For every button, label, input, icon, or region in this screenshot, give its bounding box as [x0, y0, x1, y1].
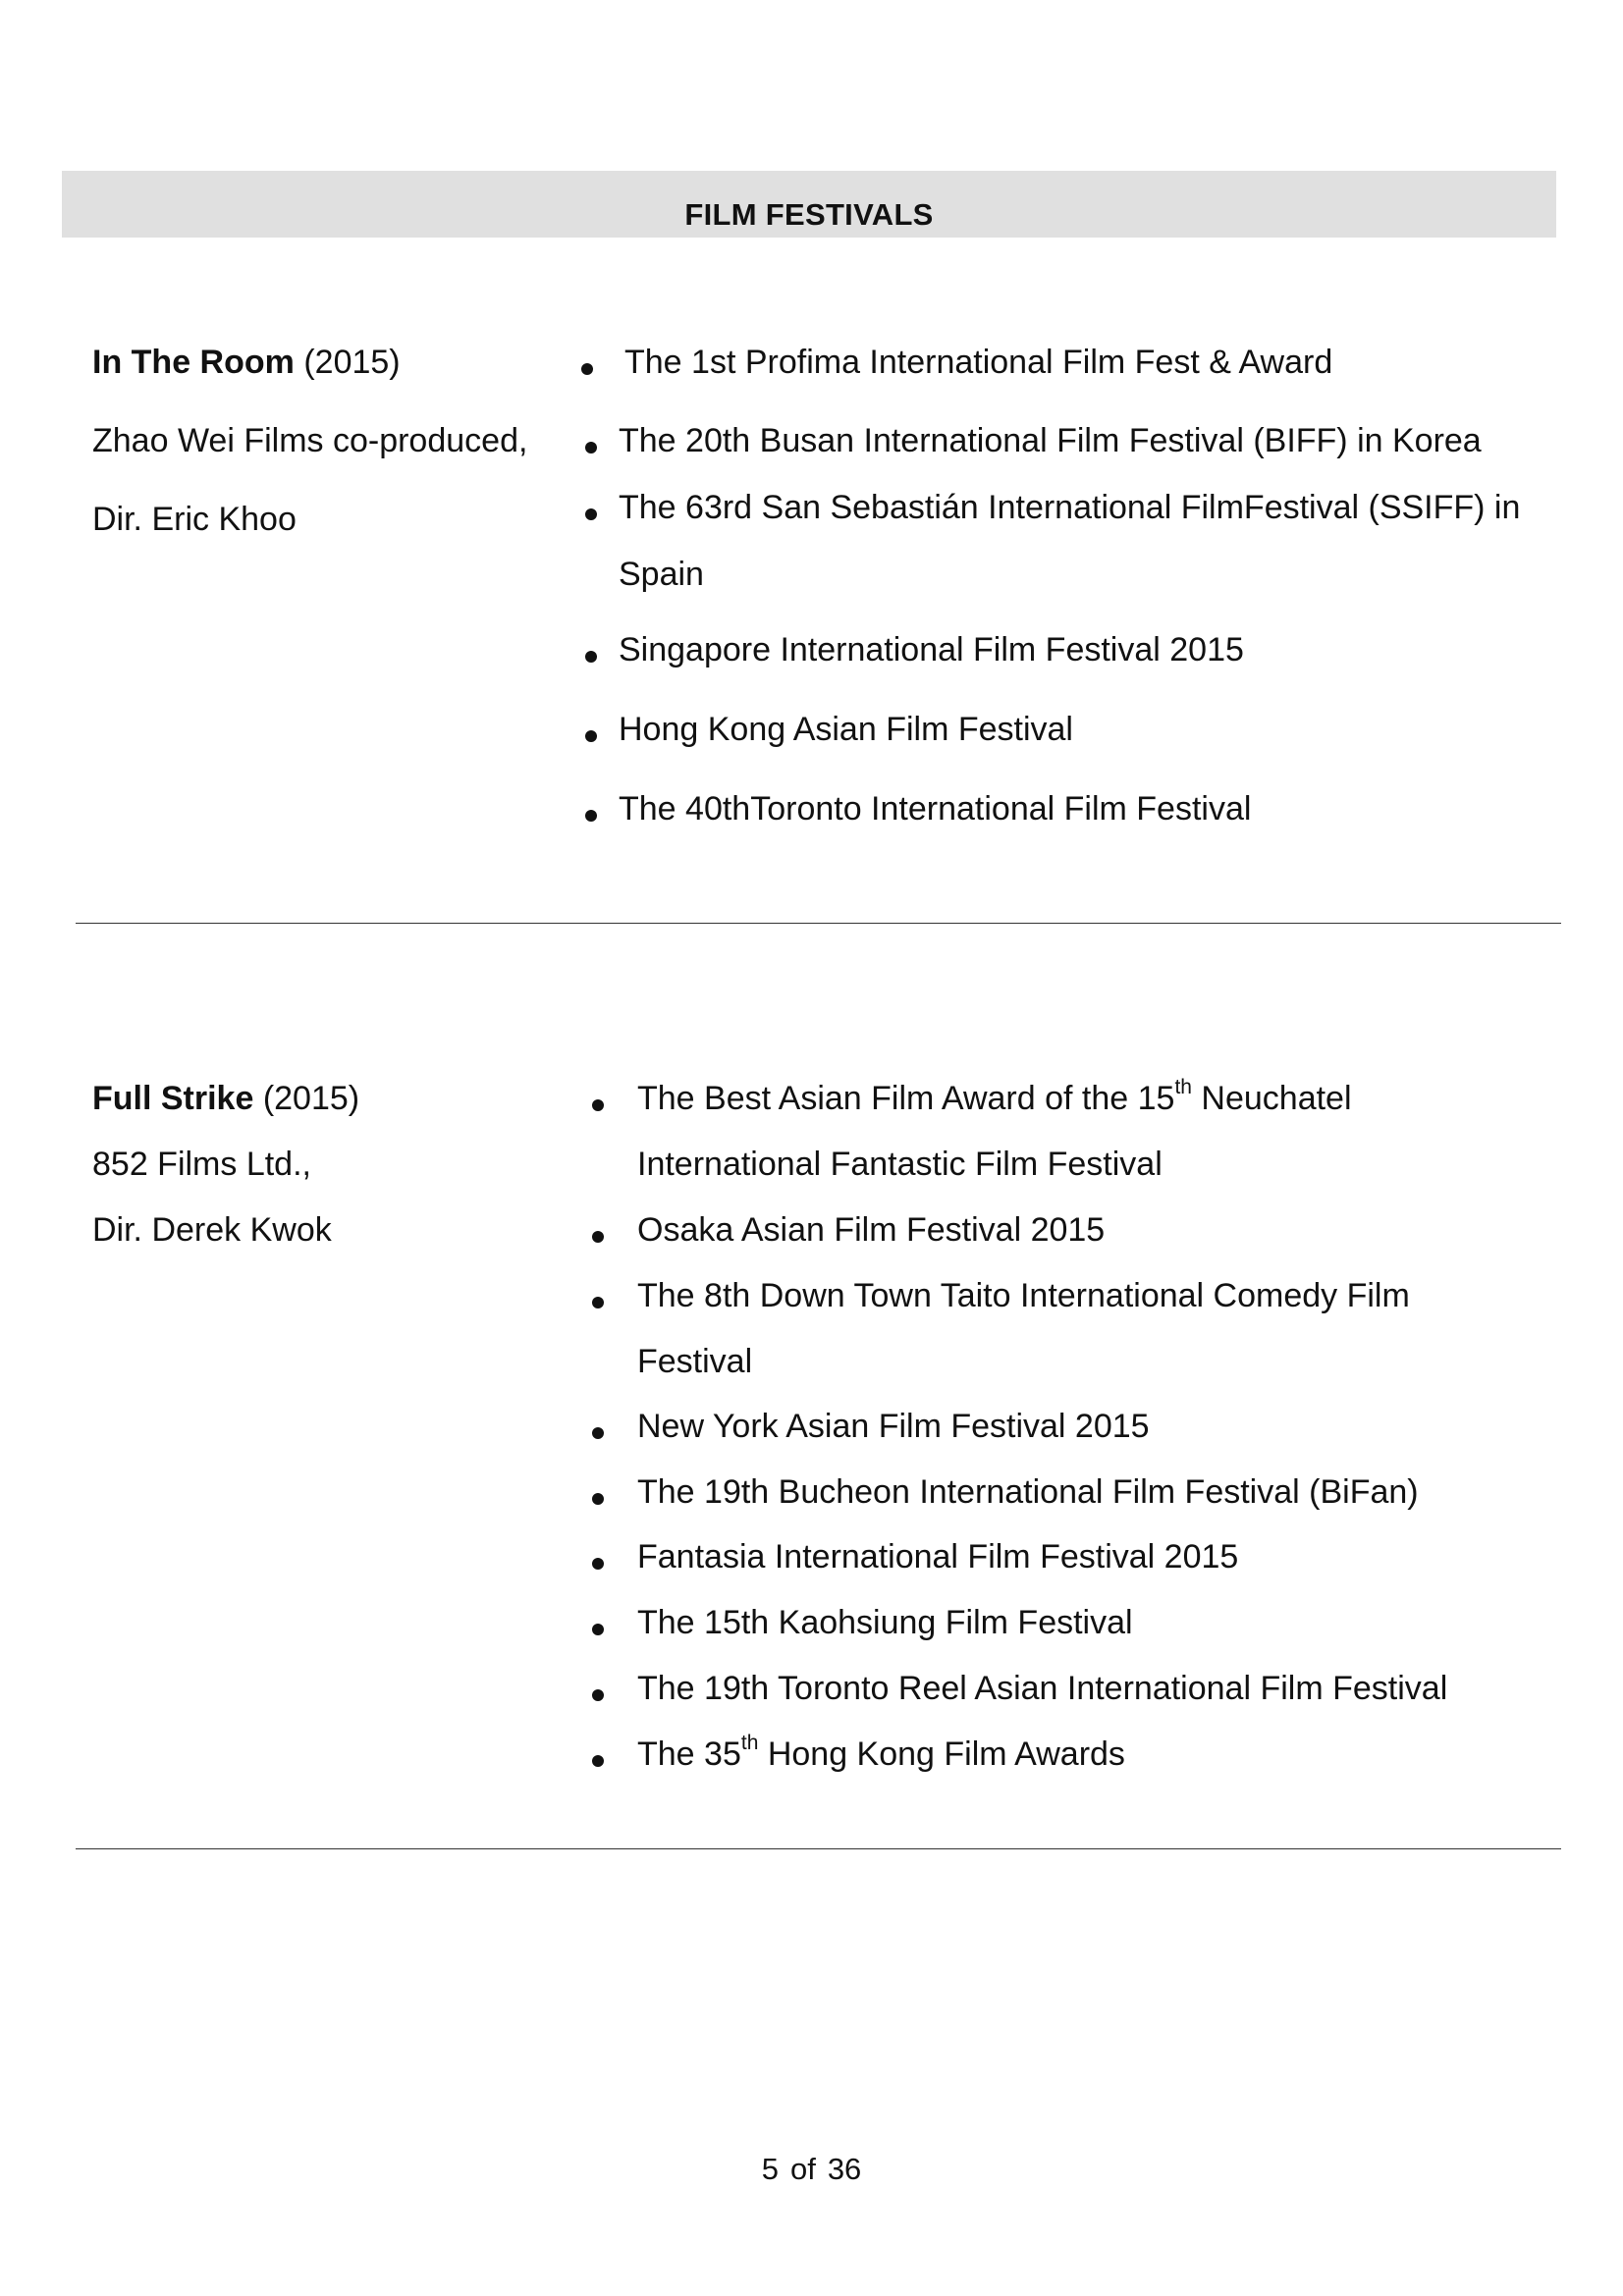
- bullet-icon: [592, 1624, 604, 1635]
- festival-name: The 35: [637, 1735, 741, 1773]
- festival-name: The 63rd San Sebastián International FilmFestival (SSIFF) in: [619, 489, 1521, 526]
- bullet-icon: [585, 508, 597, 520]
- entry-2-director: Dir. Derek Kwok: [92, 1211, 332, 1249]
- bullet-icon: [592, 1427, 604, 1439]
- bullet-icon: [592, 1689, 604, 1701]
- festival-name-part: Hong Kong Film Awards: [767, 1735, 1125, 1773]
- list-item: [619, 489, 1520, 594]
- list-item: [637, 1732, 1125, 1774]
- list-item: [637, 1211, 1105, 1250]
- divider: [76, 923, 1561, 924]
- list-item: [637, 1076, 1352, 1184]
- list-item: [637, 1408, 1150, 1446]
- entry-1-producer: Zhao Wei Films co-produced,: [92, 422, 528, 459]
- festival-name: The 40thToronto International Film Festival: [619, 790, 1252, 828]
- entry-1-director: Dir. Eric Khoo: [92, 501, 297, 538]
- festival-name: The 19th Bucheon International Film Festival (BiFan): [637, 1473, 1419, 1511]
- bullet-icon: [592, 1493, 604, 1505]
- entry-2-producer: 852 Films Ltd.,: [92, 1146, 311, 1183]
- entry-1-info: [92, 344, 554, 539]
- divider: [76, 1848, 1561, 1849]
- list-item: [637, 1604, 1133, 1642]
- bullet-icon: [592, 1558, 604, 1570]
- festival-name: The 15th Kaohsiung Film Festival: [637, 1604, 1133, 1641]
- page-number: 5: [761, 2152, 779, 2186]
- list-item: [637, 1538, 1238, 1576]
- list-item: [619, 422, 1482, 460]
- entry-1-title: In The Room: [92, 344, 295, 381]
- bullet-icon: [585, 810, 597, 822]
- entry-1-year: (2015): [303, 344, 401, 381]
- list-item: [624, 344, 1332, 382]
- festival-name-continued: International Fantastic Film Festival: [637, 1146, 1163, 1183]
- list-item: [619, 711, 1073, 749]
- bullet-icon: [581, 363, 593, 375]
- entry-1-title-line: [92, 344, 554, 422]
- festival-name: The 8th Down Town Taito International Comedy Film: [637, 1277, 1410, 1314]
- bullet-icon: [592, 1297, 604, 1308]
- list-item: [637, 1277, 1410, 1381]
- list-item: [619, 790, 1251, 828]
- bullet-icon: [585, 730, 597, 742]
- list-item: [637, 1670, 1447, 1708]
- festival-name-part: Neuchatel: [1201, 1080, 1352, 1117]
- festival-name: The 20th Busan International Film Festival (BIFF) in Korea: [619, 422, 1482, 459]
- entry-2-title-line: [92, 1080, 554, 1146]
- ordinal-suffix: th: [740, 1732, 759, 1754]
- festival-name: The 1st Profima International Film Fest & Award: [624, 344, 1333, 381]
- page-footer: [0, 2152, 1623, 2187]
- list-item: [637, 1473, 1419, 1512]
- section-header-bar: [62, 171, 1556, 238]
- section-title: FILM FESTIVALS: [684, 197, 934, 232]
- page-of-label: of: [789, 2152, 816, 2186]
- bullet-icon: [592, 1099, 604, 1111]
- festival-name: Fantasia International Film Festival 2015: [637, 1538, 1239, 1575]
- page-total: 36: [827, 2152, 862, 2186]
- festival-name: New York Asian Film Festival 2015: [637, 1408, 1150, 1445]
- list-item: [619, 631, 1244, 669]
- ordinal-suffix: th: [1174, 1076, 1192, 1098]
- entry-2-info: [92, 1080, 554, 1250]
- entry-2-year: (2015): [262, 1080, 360, 1117]
- festival-name: Hong Kong Asian Film Festival: [619, 711, 1073, 748]
- bullet-icon: [585, 651, 597, 663]
- festival-name: The 19th Toronto Reel Asian International Film Festival: [637, 1670, 1448, 1707]
- festival-name: The Best Asian Film Award of the 15: [637, 1080, 1175, 1117]
- entry-2-title: Full Strike: [92, 1080, 254, 1117]
- bullet-icon: [585, 442, 597, 454]
- bullet-icon: [592, 1231, 604, 1243]
- bullet-icon: [592, 1755, 604, 1767]
- festival-name: Singapore International Film Festival 2015: [619, 631, 1244, 668]
- festival-name: Osaka Asian Film Festival 2015: [637, 1211, 1106, 1249]
- festival-name-continued: Spain: [619, 556, 704, 593]
- festival-name-continued: Festival: [637, 1343, 753, 1380]
